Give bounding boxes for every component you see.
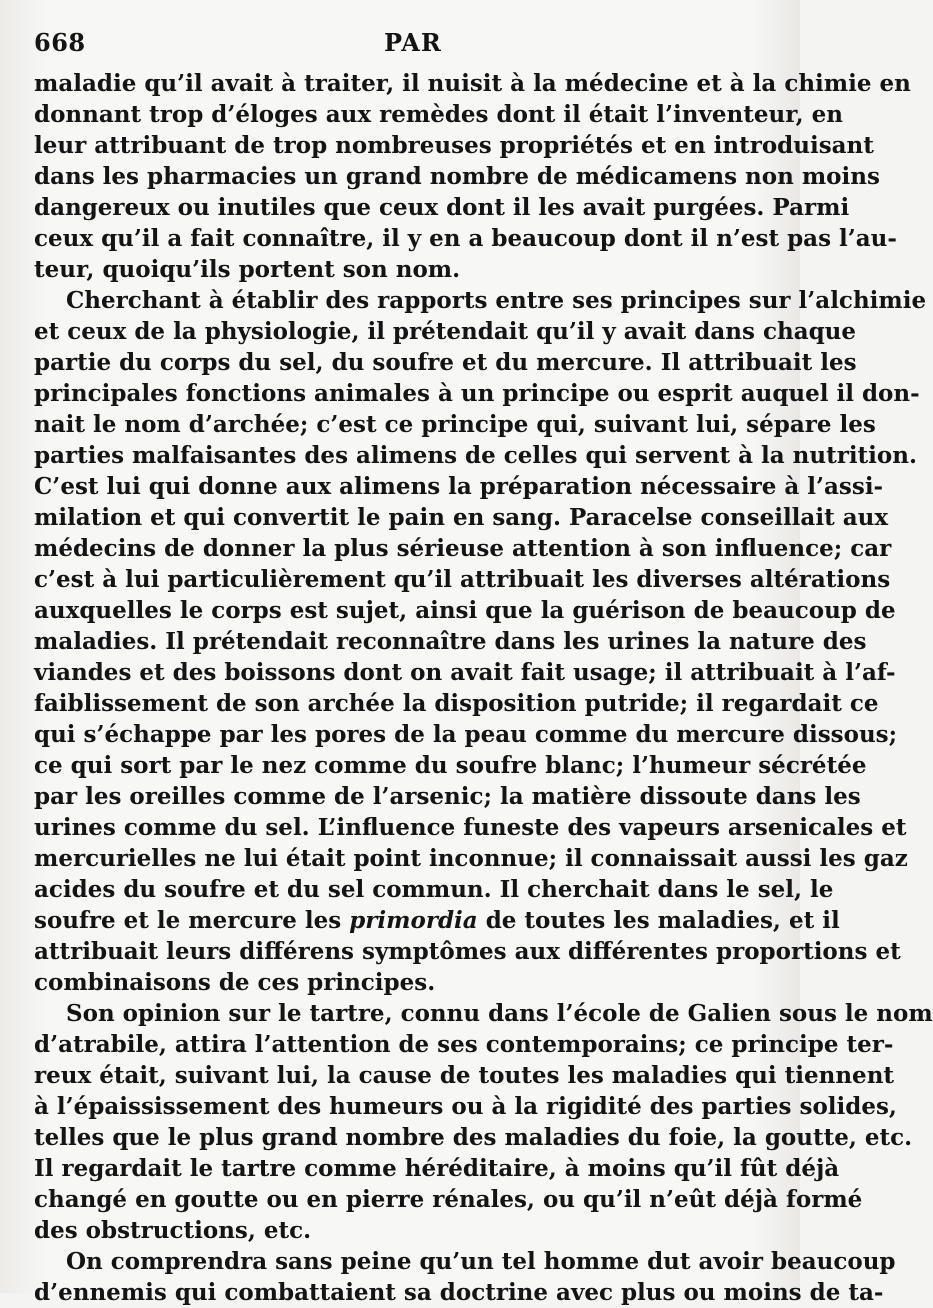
paragraph-4: [34, 1246, 896, 1308]
text-line: mercurielles ne lui était point inconnue; il connaissait aussi les gaz: [34, 845, 908, 872]
text-line: faiblissement de son archée la disposition putride; il regardait ce: [34, 690, 879, 717]
text-line: On comprendra sans peine qu’un tel homme dut avoir beaucoup: [66, 1248, 896, 1275]
text-line: principales fonctions animales à un principe ou esprit auquel il don-: [34, 380, 920, 407]
text-line: ce qui sort par le nez comme du soufre blanc; l’humeur sécrétée: [34, 752, 867, 779]
text-line: reux était, suivant lui, la cause de toutes les maladies qui tiennent: [34, 1062, 895, 1089]
text-segment: de toutes les maladies, et il: [485, 907, 840, 934]
text-line: partie du corps du sel, du soufre et du mercure. Il attribuait les: [34, 349, 857, 376]
italic-word: primordia: [349, 907, 478, 934]
text-line: maladie qu’il avait à traiter, il nuisit à la médecine et à la chimie en: [34, 70, 911, 97]
text-line: d’ennemis qui combattaient sa doctrine avec plus ou moins de ta-: [34, 1279, 884, 1306]
text-line: qui s’échappe par les pores de la peau comme du mercure dissous;: [34, 721, 898, 748]
text-line: ceux qu’il a fait connaître, il y en a beaucoup dont il n’est pas l’au-: [34, 225, 897, 252]
text-line: parties malfaisantes des alimens de celles qui servent à la nutrition.: [34, 442, 917, 469]
text-line: attribuait leurs différens symptômes aux différentes proportions et: [34, 938, 901, 965]
text-line: dangereux ou inutiles que ceux dont il les avait purgées. Parmi: [34, 194, 850, 221]
text-line: milation et qui convertit le pain en sang. Paracelse conseillait aux: [34, 504, 889, 531]
paragraph-1: [34, 68, 911, 285]
text-line: c’est à lui particulièrement qu’il attribuait les diverses altérations: [34, 566, 891, 593]
text-line: telles que le plus grand nombre des maladies du foie, la goutte, etc.: [34, 1124, 913, 1151]
text-line: maladies. Il prétendait reconnaître dans les urines la nature des: [34, 628, 867, 655]
running-head: PAR: [384, 28, 442, 57]
page-header: [34, 28, 760, 60]
text-line: nait le nom d’archée; c’est ce principe qui, suivant lui, sépare les: [34, 411, 876, 438]
text-line: Cherchant à établir des rapports entre ses principes sur l’alchimie: [66, 287, 927, 314]
text-line: combinaisons de ces principes.: [34, 969, 436, 996]
text-line: teur, quoiqu’ils portent son nom.: [34, 256, 461, 283]
text-line: par les oreilles comme de l’arsenic; la matière dissoute dans les: [34, 783, 861, 810]
paragraph-3: [34, 998, 933, 1246]
text-line: d’atrabile, attira l’attention de ses contemporains; ce principe ter-: [34, 1031, 894, 1058]
text-line: auxquelles le corps est sujet, ainsi que la guérison de beaucoup de: [34, 597, 896, 624]
text-line: à l’épaississement des humeurs ou à la rigidité des parties solides,: [34, 1093, 897, 1120]
page-number: 668: [34, 28, 86, 57]
text-line: urines comme du sel. L’influence funeste des vapeurs arsenicales et: [34, 814, 907, 841]
text-line: viandes et des boissons dont on avait fait usage; il attribuait à l’af-: [34, 659, 896, 686]
text-line-with-italic: [34, 905, 840, 936]
body-text: [34, 68, 933, 1308]
text-line: et ceux de la physiologie, il prétendait qu’il y avait dans chaque: [34, 318, 857, 345]
text-segment: soufre et le mercure les: [34, 907, 342, 934]
text-line: Son opinion sur le tartre, connu dans l’école de Galien sous le nom: [66, 1000, 933, 1027]
text-line: leur attribuant de trop nombreuses propriétés et en introduisant: [34, 132, 874, 159]
text-line: C’est lui qui donne aux alimens la préparation nécessaire à l’assi-: [34, 473, 884, 500]
text-line: acides du soufre et du sel commun. Il cherchait dans le sel, le: [34, 876, 834, 903]
paragraph-2: [34, 285, 927, 998]
text-line: donnant trop d’éloges aux remèdes dont il était l’inventeur, en: [34, 101, 844, 128]
text-line: des obstructions, etc.: [34, 1217, 312, 1244]
text-line: changé en goutte ou en pierre rénales, ou qu’il n’eût déjà formé: [34, 1186, 863, 1213]
text-line: médecins de donner la plus sérieuse attention à son influence; car: [34, 535, 892, 562]
text-line: dans les pharmacies un grand nombre de médicamens non moins: [34, 163, 880, 190]
text-line: Il regardait le tartre comme héréditaire, à moins qu’il fût déjà: [34, 1155, 840, 1182]
